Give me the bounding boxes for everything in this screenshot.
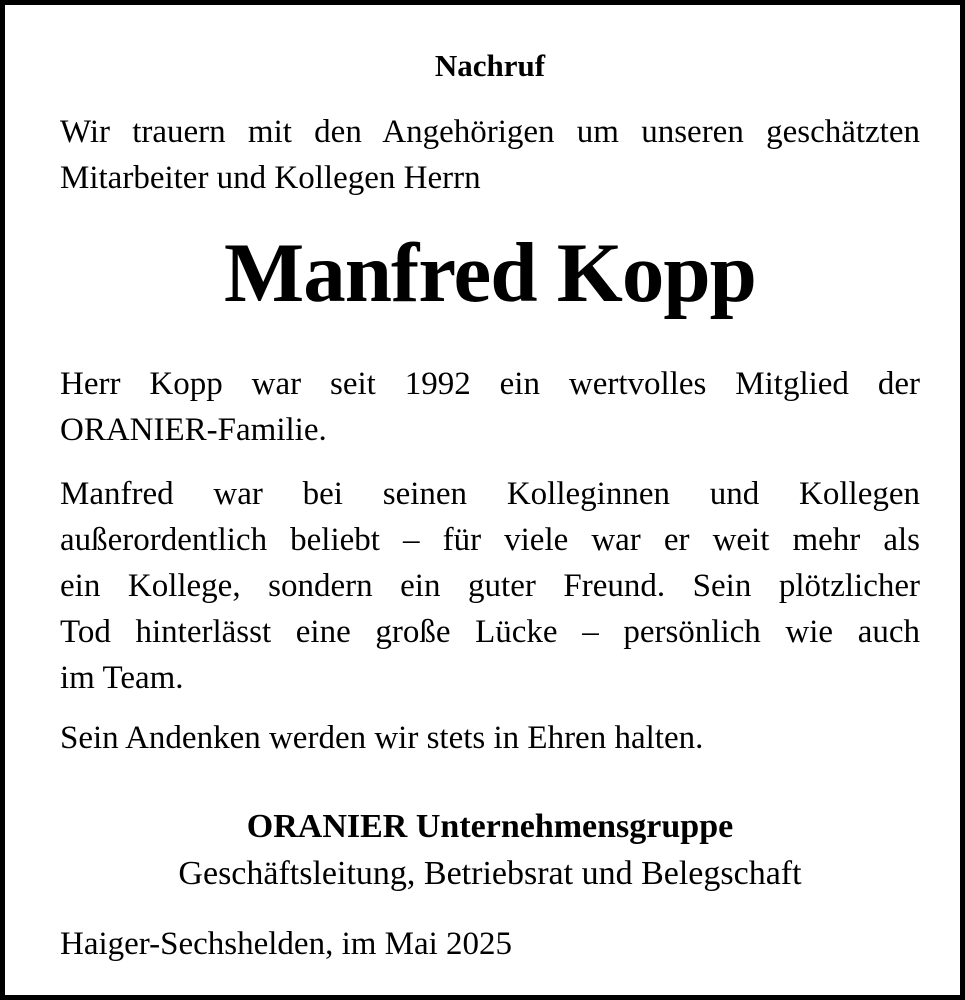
deceased-name: Manfred Kopp (224, 226, 756, 320)
text-line: Herr Kopp war seit 1992 ein wertvolles Mitglied der (60, 366, 920, 402)
signature-block (60, 803, 920, 897)
dateline: Haiger-Sechshelden, im Mai 2025 (60, 926, 513, 962)
signers-line: Geschäftsleitung, Betriebsrat und Belegschaft (178, 855, 802, 892)
text-line: Wir trauern mit den Angehörigen um unseren geschätzten (60, 114, 920, 150)
text-line: Mitarbeiter und Kollegen Herrn (60, 160, 481, 196)
intro-paragraph (60, 109, 920, 201)
text-line: ein Kollege, sondern ein guter Freund. Sein plötzlicher (60, 568, 920, 604)
text-line: außerordentlich beliebt – für viele war er weit mehr als (60, 522, 920, 558)
membership-paragraph (60, 361, 920, 453)
remembrance-line: Sein Andenken werden wir stets in Ehren halten. (60, 720, 704, 756)
notice-title: Nachruf (434, 48, 546, 83)
text-line: im Team. (60, 660, 184, 696)
text-line: Manfred war bei seinen Kolleginnen und Kollegen (60, 476, 920, 512)
tribute-paragraph (60, 471, 920, 701)
text-line: ORANIER-Familie. (60, 412, 327, 448)
text-line: Tod hinterlässt eine große Lücke – persönlich wie auch (60, 614, 920, 650)
company-name: ORANIER Unternehmensgruppe (246, 808, 734, 845)
